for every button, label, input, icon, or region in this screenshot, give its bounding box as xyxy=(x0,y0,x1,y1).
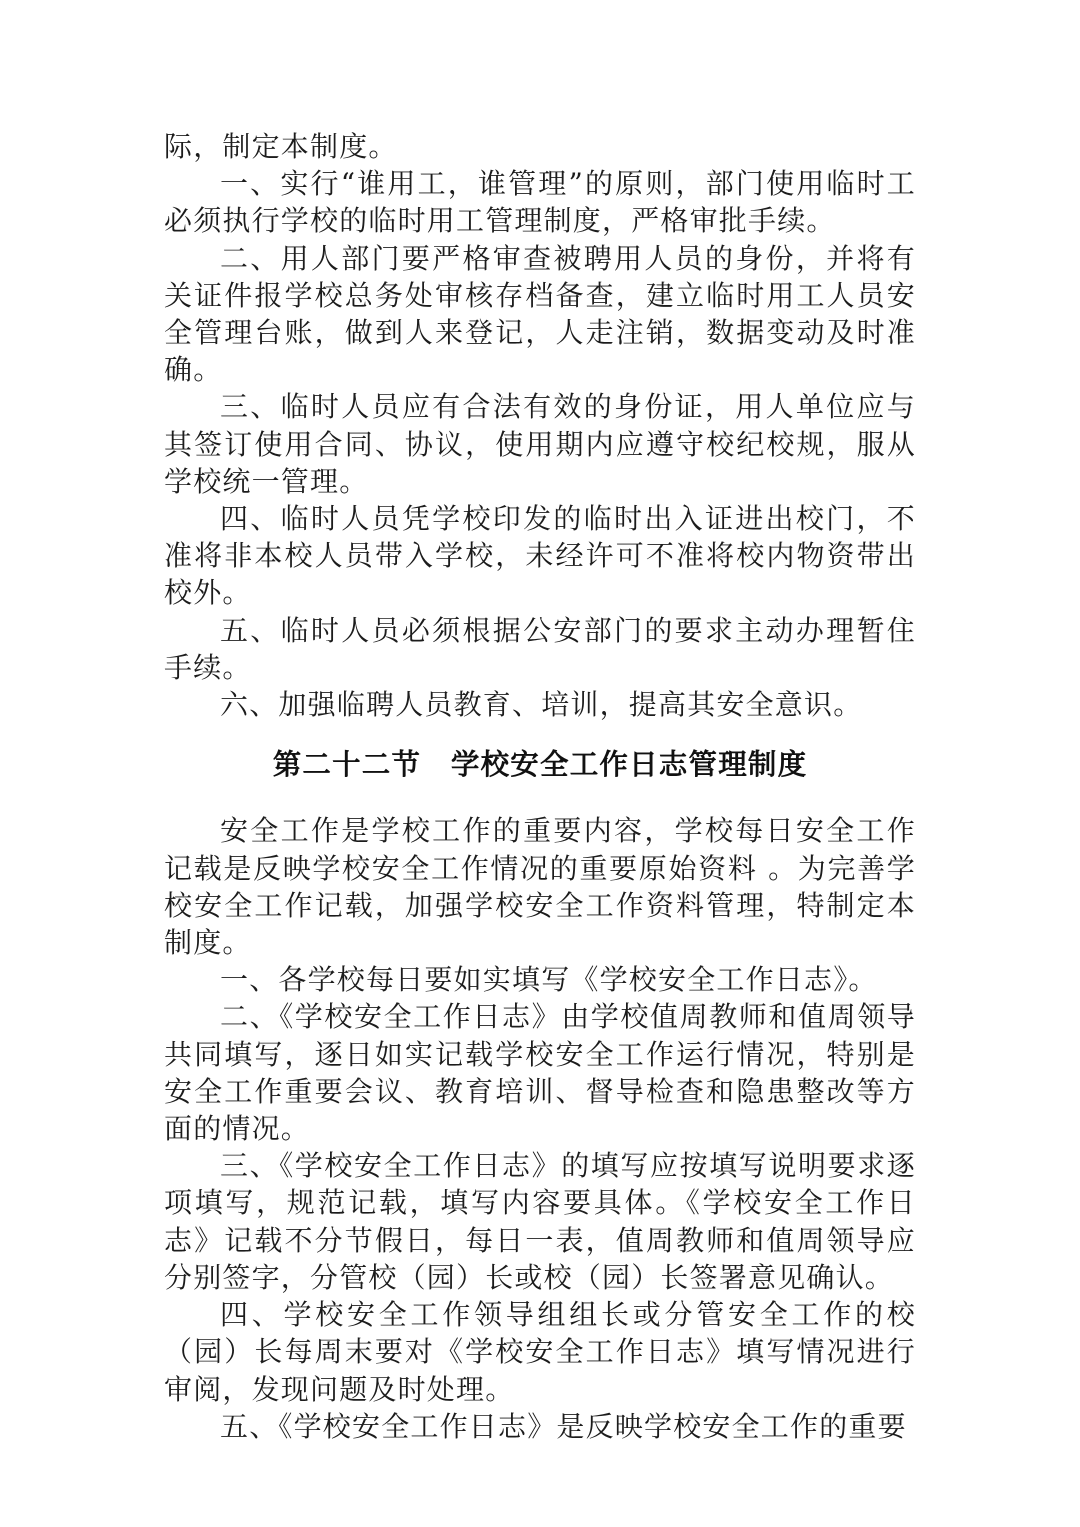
paragraph-intro: 安全工作是学校工作的重要内容，学校每日安全工作记载是反映学校安全工作情况的重要原始资料 。为完善学校安全工作记载，加强学校安全工作资料管理，特制定本制度。 xyxy=(164,814,916,960)
document-body xyxy=(164,128,916,1445)
paragraph-item-3: 三、临时人员应有合法有效的身份证，用人单位应与其签订使用合同、协议，使用期内应遵守校纪校规，服从学校统一管理。 xyxy=(164,390,916,498)
paragraph-rule-5: 五、《学校安全工作日志》是反映学校安全工作的重要 xyxy=(220,1409,907,1443)
paragraph-item-5: 五、临时人员必须根据公安部门的要求主动办理暂住手续。 xyxy=(164,613,916,684)
paragraph-item-2: 二、用人部门要严格审查被聘用人员的身份，并将有关证件报学校总务处审核存档备查，建立临时用工人员安全管理台账，做到人来登记，人走注销，数据变动及时准确。 xyxy=(164,241,916,387)
paragraph-continuation: 际，制定本制度。 xyxy=(164,130,398,163)
paragraph-rule-1: 一、各学校每日要如实填写《学校安全工作日志》。 xyxy=(220,963,878,997)
paragraph-rule-4: 四、学校安全工作领导组组长或分管安全工作的校（园）长每周末要对《学校安全工作日志》填写情况进行审阅，发现问题及时处理。 xyxy=(164,1298,916,1406)
paragraph-rule-2: 二、《学校安全工作日志》由学校值周教师和值周领导共同填写，逐日如实记载学校安全工作运行情况，特别是安全工作重要会议、教育培训、督导检查和隐患整改等方面的情况。 xyxy=(164,1000,916,1146)
paragraph-item-1: 一、实行“谁用工，谁管理”的原则，部门使用临时工必须执行学校的临时用工管理制度，严格审批手续。 xyxy=(164,167,916,238)
section-heading: 第二十二节 学校安全工作日志管理制度 xyxy=(272,748,808,782)
paragraph-item-4: 四、临时人员凭学校印发的临时出入证进出校门，不准将非本校人员带入学校，未经许可不准将校内物资带出校外。 xyxy=(164,502,916,610)
paragraph-rule-3: 三、《学校安全工作日志》的填写应按填写说明要求逐项填写，规范记载，填写内容要具体。《学校安全工作日志》记载不分节假日，每日一表，值周教师和值周领导应分别签字，分管校（园）长或校（园）长签署意见确认。 xyxy=(164,1149,916,1294)
paragraph-item-6: 六、加强临聘人员教育、培训，提高其安全意识。 xyxy=(220,688,863,722)
